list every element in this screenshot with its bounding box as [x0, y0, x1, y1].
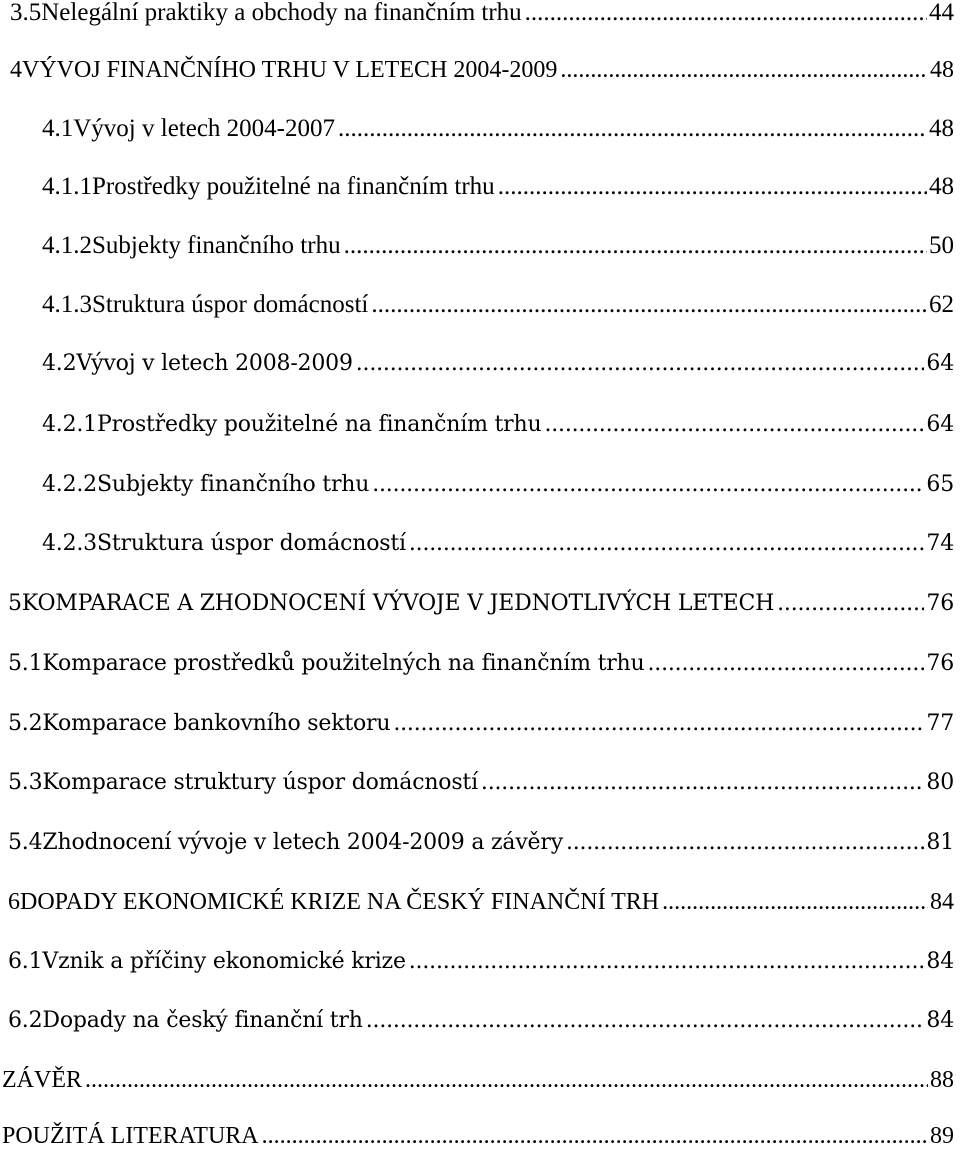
toc-title: ZÁVĚR — [2, 1067, 82, 1093]
toc-number: 4.2 — [42, 351, 77, 376]
toc-title: Dopady na český finanční trh — [42, 1008, 363, 1033]
toc-page: 64 — [926, 351, 954, 376]
toc-leader — [85, 1068, 928, 1092]
toc-entry-zaver[interactable] — [2, 1068, 954, 1092]
toc-leader — [344, 233, 927, 258]
toc-leader — [648, 653, 925, 675]
toc-entry-5-3[interactable] — [8, 772, 954, 794]
toc-title: Vývoj v letech 2008-2009 — [76, 351, 353, 376]
toc-title: Komparace prostředků použitelných na finančním trhu — [42, 651, 645, 676]
toc-leader — [409, 533, 925, 555]
toc-entry-4-2-3[interactable] — [42, 533, 954, 555]
toc-entry-4-1-2[interactable] — [42, 233, 954, 258]
toc-title: Struktura úspor domácností — [96, 531, 406, 556]
toc-title: Subjekty finančního trhu — [96, 472, 370, 497]
toc-page: 48 — [930, 57, 954, 83]
toc-entry-6-1[interactable] — [8, 951, 954, 973]
toc-number: 6.1 — [8, 949, 43, 974]
toc-title: Prostředky použitelné na finančním trhu — [92, 173, 495, 200]
toc-number: 4.2.3 — [42, 531, 97, 556]
toc-page: 80 — [926, 770, 954, 795]
toc-page: 48 — [929, 173, 954, 200]
toc-entry-4-1-1[interactable] — [42, 174, 954, 199]
toc-leader — [262, 1124, 928, 1148]
toc-entry-5[interactable] — [8, 593, 954, 615]
toc-entry-6-2[interactable] — [8, 1010, 954, 1032]
toc-title: VÝVOJ FINANČNÍHO TRHU V LETECH 2004-2009 — [22, 57, 558, 83]
toc-entry-4-1-3[interactable] — [42, 292, 954, 317]
toc-leader — [777, 593, 924, 615]
toc-page: 76 — [926, 591, 954, 616]
toc-page: 65 — [926, 472, 954, 497]
toc-title: Komparace struktury úspor domácností — [42, 770, 478, 795]
toc-page: 64 — [926, 412, 954, 437]
toc-page: 84 — [926, 949, 954, 974]
toc-number: 5 — [8, 591, 22, 616]
toc-number: 4.1.2 — [42, 232, 92, 259]
toc-number: 5.3 — [8, 770, 43, 795]
toc-number: 4.1.1 — [42, 173, 92, 200]
toc-title: DOPADY EKONOMICKÉ KRIZE NA ČESKÝ FINANČNÍ TRH — [20, 889, 660, 915]
toc-number: 4.1.3 — [42, 291, 92, 318]
toc-page: 50 — [929, 232, 954, 259]
toc-number: 4 — [10, 57, 22, 83]
toc-leader — [560, 58, 928, 82]
toc-title: Vznik a příčiny ekonomické krize — [42, 949, 406, 974]
toc-page: 76 — [926, 651, 954, 676]
toc-title: Vývoj v letech 2004-2007 — [73, 115, 336, 142]
toc-number: 6.2 — [8, 1008, 43, 1033]
toc-number: 5.1 — [8, 651, 43, 676]
toc-page: 62 — [929, 291, 954, 318]
toc-title: Komparace bankovního sektoru — [42, 711, 391, 736]
toc-title: Subjekty finančního trhu — [92, 232, 341, 259]
toc-leader — [566, 832, 924, 854]
toc-leader — [498, 174, 927, 199]
toc-leader — [371, 292, 927, 317]
toc-page: 84 — [926, 1008, 954, 1033]
toc-title: KOMPARACE A ZHODNOCENÍ VÝVOJE V JEDNOTLIVÝCH LETECH — [21, 591, 775, 616]
toc-entry-4[interactable] — [10, 58, 954, 82]
toc-title: Nelegální praktiky a obchody na finančním trhu — [41, 0, 522, 26]
toc-leader — [393, 713, 924, 735]
toc-page: 84 — [930, 889, 954, 915]
toc-page: 48 — [929, 115, 954, 142]
toc-entry-5-4[interactable] — [8, 832, 954, 854]
toc-number: 4.1 — [42, 115, 74, 142]
toc-leader — [372, 474, 924, 496]
toc-number: 4.2.2 — [42, 472, 97, 497]
toc-entry-4-2[interactable] — [42, 353, 954, 375]
toc-leader — [544, 414, 924, 436]
toc-title: Prostředky použitelné na finančním trhu — [96, 412, 542, 437]
toc-page: 88 — [930, 1067, 954, 1093]
toc-number: 5.2 — [8, 711, 43, 736]
toc-entry-3-5[interactable] — [10, 0, 954, 25]
toc-leader — [525, 0, 927, 25]
toc-title: Zhodnocení vývoje v letech 2004-2009 a závěry — [42, 830, 563, 855]
toc-entry-4-1[interactable] — [42, 116, 954, 141]
toc-number: 6 — [8, 889, 20, 915]
toc-number: 4.2.1 — [42, 412, 97, 437]
toc-entry-pouzita-literatura[interactable] — [2, 1124, 954, 1148]
toc-entry-5-2[interactable] — [8, 713, 954, 735]
toc-number: 3.5 — [10, 0, 42, 26]
toc-page: 74 — [926, 531, 954, 556]
toc-leader — [338, 116, 927, 141]
toc-number: 5.4 — [8, 830, 43, 855]
toc-page: 44 — [929, 0, 954, 26]
toc-title: POUŽITÁ LITERATURA — [2, 1123, 259, 1149]
toc-page: 77 — [926, 711, 954, 736]
toc-page: 89 — [930, 1123, 954, 1149]
toc-entry-5-1[interactable] — [8, 653, 954, 675]
toc-leader — [366, 1010, 925, 1032]
toc-leader — [356, 353, 925, 375]
toc-entry-6[interactable] — [8, 890, 954, 914]
toc-entry-4-2-2[interactable] — [42, 474, 954, 496]
toc-leader — [481, 772, 924, 794]
toc-leader — [662, 890, 928, 914]
toc-page: 81 — [926, 830, 954, 855]
toc-leader — [409, 951, 925, 973]
toc-entry-4-2-1[interactable] — [42, 414, 954, 436]
toc-title: Struktura úspor domácností — [92, 291, 369, 318]
